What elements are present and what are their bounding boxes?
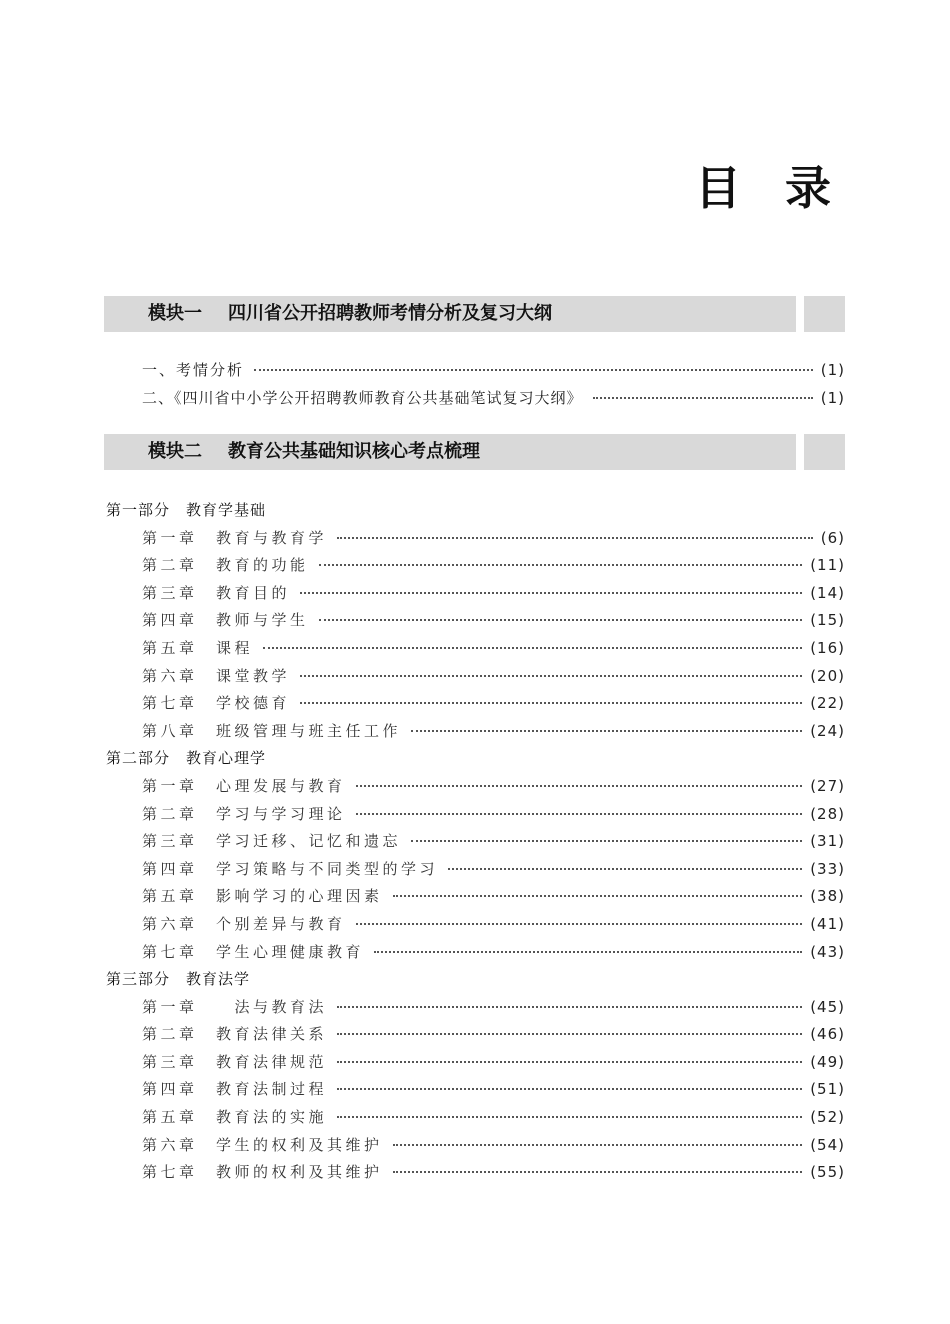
toc-entry[interactable] xyxy=(104,1049,845,1077)
toc-entry-page: (24) xyxy=(810,721,845,740)
toc-entry-page: (1) xyxy=(820,361,845,379)
dot-leader xyxy=(263,647,802,649)
dot-leader xyxy=(319,564,803,566)
toc-entry[interactable] xyxy=(104,939,845,967)
toc-entry-page: (41) xyxy=(810,914,845,933)
dot-leader xyxy=(411,730,802,732)
toc-entry[interactable] xyxy=(104,773,845,801)
toc-entry-page: (38) xyxy=(810,887,845,906)
dot-leader xyxy=(337,1033,802,1035)
toc-entry-title: 第五章 课程 xyxy=(142,638,254,657)
toc-entry-page: (20) xyxy=(810,666,845,685)
module-label: 模块二 xyxy=(148,441,202,462)
dot-leader xyxy=(300,702,802,704)
toc-entry[interactable] xyxy=(104,1159,845,1187)
toc-entry-title: 第五章 影响学习的心理因素 xyxy=(142,887,383,906)
module-name: 教育公共基础知识核心考点梳理 xyxy=(228,441,480,462)
toc-entry[interactable] xyxy=(104,690,845,718)
toc-entry-title: 第六章 课堂教学 xyxy=(142,666,291,685)
dot-leader xyxy=(300,675,802,677)
toc-entry[interactable] xyxy=(104,635,845,663)
toc-entry[interactable] xyxy=(104,883,845,911)
toc-entry-title: 第八章 班级管理与班主任工作 xyxy=(142,721,402,740)
toc-entry-title: 第四章 教师与学生 xyxy=(142,611,309,630)
toc-entry[interactable] xyxy=(104,801,845,829)
toc-entry-page: (16) xyxy=(810,638,845,657)
toc-entry-title: 第二章 学习与学习理论 xyxy=(142,804,346,823)
toc-entry-title: 第七章 学校德育 xyxy=(142,694,291,713)
dot-leader xyxy=(337,1006,802,1008)
toc-entry-page: (49) xyxy=(810,1052,845,1071)
module-header-bar-end xyxy=(804,296,845,332)
part-heading[interactable] xyxy=(104,966,845,994)
toc-entry[interactable] xyxy=(104,663,845,691)
toc-entry-title: 第六章 学生的权利及其维护 xyxy=(142,1135,383,1154)
toc-entry[interactable] xyxy=(104,525,845,553)
toc-entry-page: (14) xyxy=(810,583,845,602)
toc-entry-title: 第五章 教育法的实施 xyxy=(142,1108,328,1127)
dot-leader xyxy=(356,923,803,925)
part-heading[interactable] xyxy=(104,745,845,773)
toc-entry-title: 第三章 教育法律规范 xyxy=(142,1052,328,1071)
toc-entry-page: (11) xyxy=(810,556,845,575)
dot-leader xyxy=(374,951,802,953)
toc-entry-title: 第二章 教育的功能 xyxy=(142,556,309,575)
toc-entry[interactable] xyxy=(104,718,845,746)
toc-entry[interactable] xyxy=(104,994,845,1022)
dot-leader xyxy=(393,1144,803,1146)
toc-entry-page: (43) xyxy=(810,942,845,961)
toc-entry[interactable] xyxy=(104,385,845,413)
toc-entry[interactable] xyxy=(104,828,845,856)
toc-entry-title: 第四章 教育法制过程 xyxy=(142,1080,328,1099)
toc-entry-page: (6) xyxy=(820,528,845,547)
toc-entry-page: (33) xyxy=(810,859,845,878)
toc-entry-page: (22) xyxy=(810,694,845,713)
part-heading-title: 第一部分 教育学基础 xyxy=(106,501,267,519)
module-header-1 xyxy=(104,296,845,332)
page-title: 目 录 xyxy=(694,161,845,215)
dot-leader xyxy=(448,868,802,870)
module-name: 四川省公开招聘教师考情分析及复习大纲 xyxy=(228,303,552,324)
toc-entry-page: (1) xyxy=(820,388,845,407)
dot-leader xyxy=(319,619,803,621)
toc-entry-page: (28) xyxy=(810,804,845,823)
toc-entry-page: (52) xyxy=(810,1108,845,1127)
toc-entry-title: 第四章 学习策略与不同类型的学习 xyxy=(142,859,439,878)
toc-entry-title: 第七章 教师的权利及其维护 xyxy=(142,1163,383,1182)
part-heading[interactable] xyxy=(104,497,845,525)
toc-entry[interactable] xyxy=(104,580,845,608)
dot-leader xyxy=(593,397,813,399)
dot-leader xyxy=(254,369,813,371)
toc-entry[interactable] xyxy=(104,607,845,635)
toc-entry-page: (51) xyxy=(810,1080,845,1099)
toc-entry[interactable] xyxy=(104,911,845,939)
dot-leader xyxy=(356,785,803,787)
dot-leader xyxy=(300,592,802,594)
part-heading-title: 第三部分 教育法学 xyxy=(106,970,251,989)
toc-entry-title: 第二章 教育法律关系 xyxy=(142,1025,328,1044)
dot-leader xyxy=(356,813,803,815)
module-2-entries xyxy=(104,497,845,1187)
dot-leader xyxy=(337,1088,802,1090)
toc-entry-page: (15) xyxy=(810,611,845,630)
dot-leader xyxy=(411,840,802,842)
module-header-label xyxy=(148,296,552,332)
toc-entry-page: (45) xyxy=(810,997,845,1016)
toc-entry-title: 第三章 学习迁移、记忆和遗忘 xyxy=(142,832,402,851)
toc-entry-title: 第六章 个别差异与教育 xyxy=(142,914,346,933)
toc-entry[interactable] xyxy=(104,1021,845,1049)
toc-entry[interactable] xyxy=(104,1076,845,1104)
toc-entry-page: (31) xyxy=(810,832,845,851)
dot-leader xyxy=(393,1171,803,1173)
toc-entry[interactable] xyxy=(104,1132,845,1160)
toc-entry[interactable] xyxy=(104,357,845,385)
module-label: 模块一 xyxy=(148,303,202,324)
dot-leader xyxy=(337,537,813,539)
toc-entry-title: 第一章 心理发展与教育 xyxy=(142,776,346,795)
module-header-label xyxy=(148,434,480,470)
toc-entry-title: 第三章 教育目的 xyxy=(142,583,291,602)
module-header-2 xyxy=(104,434,845,470)
toc-entry-page: (46) xyxy=(810,1025,845,1044)
toc-entry-page: (54) xyxy=(810,1135,845,1154)
toc-entry-title: 二、《四川省中小学公开招聘教师教育公共基础笔试复习大纲》 xyxy=(142,388,583,407)
toc-entry-title: 第一章 教育与教育学 xyxy=(142,528,328,547)
toc-entry[interactable] xyxy=(104,1104,845,1132)
dot-leader xyxy=(393,895,803,897)
module-1-entries xyxy=(104,357,845,412)
toc-entry-page: (27) xyxy=(810,776,845,795)
toc-entry[interactable] xyxy=(104,552,845,580)
toc-entry[interactable] xyxy=(104,856,845,884)
dot-leader xyxy=(337,1061,802,1063)
part-heading-title: 第二部分 教育心理学 xyxy=(106,749,267,768)
toc-entry-title: 第七章 学生心理健康教育 xyxy=(142,942,365,961)
dot-leader xyxy=(337,1116,802,1118)
toc-entry-page: (55) xyxy=(810,1163,845,1182)
toc-entry-title: 一、考情分析 xyxy=(142,361,245,379)
toc-entry-title: 第一章 法与教育法 xyxy=(142,997,328,1016)
module-header-bar-end xyxy=(804,434,845,470)
